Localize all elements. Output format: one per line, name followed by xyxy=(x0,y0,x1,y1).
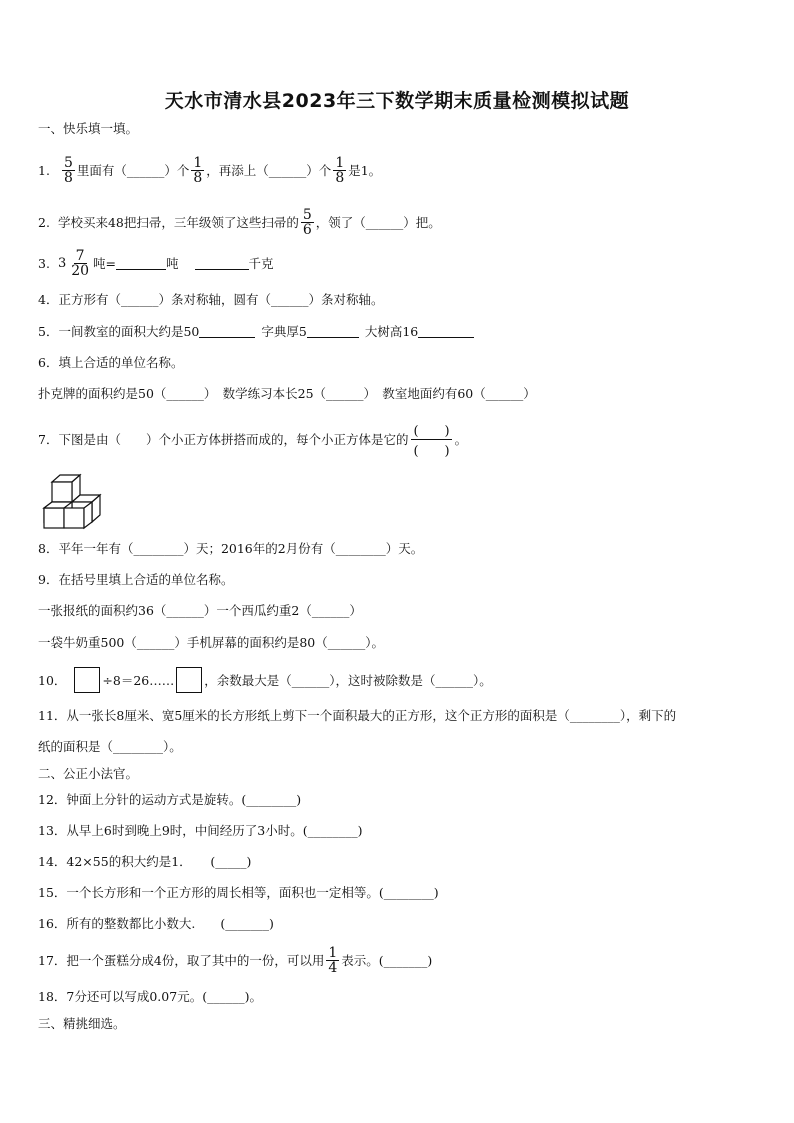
q1-text-1: 里面有（______）个 xyxy=(76,163,190,178)
section-3-heading: 三、精挑细选。 xyxy=(38,1016,126,1031)
question-3 xyxy=(38,247,274,279)
question-6-items: 扑克牌的面积约是50（______） 数学练习本长25（______） 教室地面约有60（______） xyxy=(38,386,536,401)
question-2 xyxy=(38,206,441,238)
q2-fraction: $\frac{5}{6}$ xyxy=(302,206,312,238)
question-11-line-2: 纸的面积是（________）。 xyxy=(38,739,182,754)
q5-text-3: 大树高16 xyxy=(364,324,419,339)
question-5 xyxy=(38,320,474,342)
question-8: 8．平年一年有（________）天；2016年的2月份有（________）天。 xyxy=(38,541,424,556)
q3-blank-2[interactable] xyxy=(195,257,249,270)
question-12: 12．钟面上分针的运动方式是旋转。(________) xyxy=(38,792,302,807)
question-9-line-1: 一张报纸的面积约36（______）一个西瓜约重2（______） xyxy=(38,603,362,618)
q3-text-3: 千克 xyxy=(248,256,274,271)
question-1 xyxy=(38,154,382,186)
q1-fraction-1: $\frac{5}{8}$ xyxy=(63,154,73,186)
question-6: 6．填上合适的单位名称。 xyxy=(38,355,184,370)
q3-text-1: 吨= xyxy=(93,256,117,271)
q3-mixed-whole: 3 xyxy=(57,255,67,271)
q3-blank-1[interactable] xyxy=(116,257,166,270)
q10-text-2: ，余数最大是（______），这时被除数是（______）。 xyxy=(204,673,492,688)
question-14: 14．42×55的积大约是1． (_____) xyxy=(38,854,252,869)
cubes-figure xyxy=(42,472,108,532)
question-10 xyxy=(38,666,492,694)
q5-text-1: 5．一间教室的面积大约是50 xyxy=(38,324,200,339)
q17-text-1: 17．把一个蛋糕分成4份，取了其中的一份，可以用 xyxy=(38,953,325,968)
q1-text-3: 是1。 xyxy=(348,163,382,178)
q5-blank-2[interactable] xyxy=(307,325,359,338)
q5-blank-3[interactable] xyxy=(418,325,474,338)
q10-text-1: ÷8＝26…… xyxy=(102,673,175,688)
q3-number: 3. xyxy=(38,255,50,271)
q2-text-2: ，领了（______）把。 xyxy=(315,215,441,230)
q5-blank-1[interactable] xyxy=(199,325,255,338)
q17-fraction: $\frac{1}{4}$ xyxy=(328,944,338,976)
question-11-line-1: 11．从一张长8厘米、宽5厘米的长方形纸上剪下一个面积最大的正方形，这个正方形的面积是（________），剩下的 xyxy=(38,708,677,723)
q10-remainder-box[interactable] xyxy=(176,667,202,693)
question-17 xyxy=(38,946,432,974)
question-7 xyxy=(38,422,468,459)
q10-dividend-box[interactable] xyxy=(74,667,100,693)
question-15: 15．一个长方形和一个正方形的周长相等，面积也一定相等。(________) xyxy=(38,885,439,900)
q1-fraction-3: $\frac{1}{8}$ xyxy=(335,154,345,186)
q5-text-2: 字典厚5 xyxy=(261,324,307,339)
q10-number: 10． xyxy=(38,673,67,688)
section-2-heading: 二、公正小法官。 xyxy=(38,766,139,781)
q2-number: 2. xyxy=(38,214,50,230)
q7-fraction-blank[interactable]: $\frac{( )}{( )}$ xyxy=(411,420,451,459)
q3-text-2: 吨 xyxy=(166,256,179,271)
q17-text-2: 表示。(_______) xyxy=(341,953,433,968)
question-16: 16．所有的整数都比小数大. (_______) xyxy=(38,916,274,931)
q3-fraction: $\frac{7}{20}$ xyxy=(71,247,90,279)
q1-fraction-2: $\frac{1}{8}$ xyxy=(193,154,203,186)
q7-text-1: 7．下图是由（ ）个小正方体拼搭而成的，每个小正方体是它的 xyxy=(38,432,409,447)
q1-text-2: ，再添上（______）个 xyxy=(206,163,332,178)
section-1-heading: 一、快乐填一填。 xyxy=(38,121,139,136)
q2-text-1: 学校买来48把扫帚，三年级领了这些扫帚的 xyxy=(57,215,299,230)
page-title: 天水市清水县2023年三下数学期末质量检测模拟试题 xyxy=(164,90,630,112)
question-9: 9．在括号里填上合适的单位名称。 xyxy=(38,572,234,587)
question-18: 18．7分还可以写成0.07元。(______)。 xyxy=(38,989,262,1004)
q7-text-2: 。 xyxy=(454,432,468,447)
question-9-line-2: 一袋牛奶重500（______）手机屏幕的面积约是80（______）。 xyxy=(38,635,385,650)
question-13: 13．从早上6时到晚上9时，中间经历了3小时。(________) xyxy=(38,823,363,838)
question-4: 4．正方形有（______）条对称轴，圆有（______）条对称轴。 xyxy=(38,292,384,307)
q1-number: 1. xyxy=(38,162,50,178)
